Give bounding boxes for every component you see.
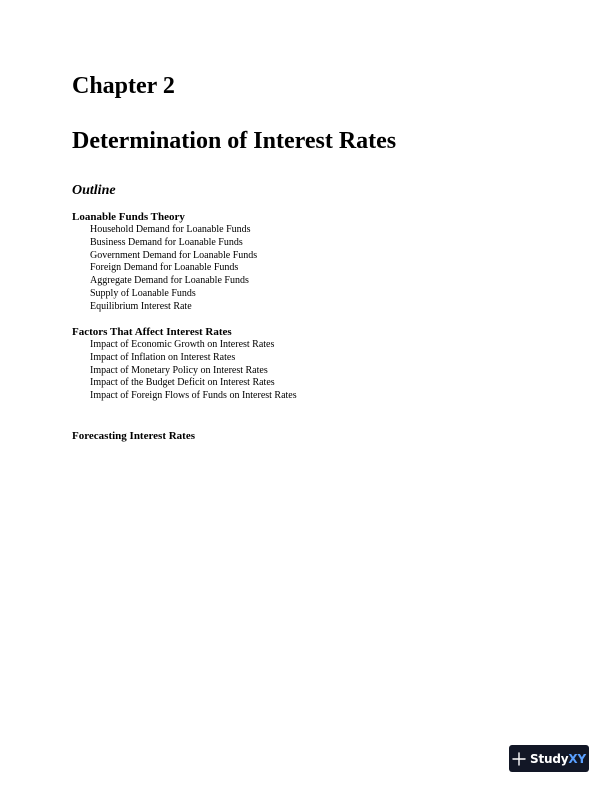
- outline-section-factors: [72, 326, 297, 403]
- topic-item: Supply of Loanable Funds: [90, 287, 196, 299]
- section-heading: Forecasting Interest Rates: [72, 430, 196, 442]
- topic-item: Equilibrium Interest Rate: [90, 300, 192, 312]
- topic-item: Foreign Demand for Loanable Funds: [90, 262, 239, 274]
- badge-text-accent: XY: [568, 751, 586, 766]
- topic-item: Impact of Economic Growth on Interest Rates: [90, 339, 275, 350]
- studyxy-badge[interactable]: [509, 745, 589, 772]
- topic-item: Impact of Foreign Flows of Funds on Interest Rates: [90, 390, 297, 402]
- topic-item: Household Demand for Loanable Funds: [90, 224, 251, 235]
- topic-item: Impact of Inflation on Interest Rates: [90, 351, 236, 363]
- chapter-heading: Chapter 2: [72, 73, 175, 99]
- topic-list: [72, 224, 257, 314]
- outline-label: Outline: [72, 183, 116, 198]
- topic-list: [72, 339, 297, 403]
- topic-item: Government Demand for Loanable Funds: [90, 249, 258, 261]
- topic-item: Impact of Monetary Policy on Interest Rates: [90, 364, 268, 376]
- section-heading: Loanable Funds Theory: [72, 211, 185, 223]
- topic-item: Business Demand for Loanable Funds: [90, 236, 243, 248]
- outline-section-forecasting: [72, 430, 195, 443]
- badge-text-main: Study: [530, 751, 569, 766]
- page-title: Determination of Interest Rates: [72, 128, 397, 154]
- outline-section-loanable-funds: [72, 211, 257, 314]
- section-heading: Factors That Affect Interest Rates: [72, 326, 232, 338]
- plus-icon: [512, 752, 526, 766]
- badge-logo-text: [530, 752, 586, 766]
- topic-item: Aggregate Demand for Loanable Funds: [90, 275, 249, 287]
- topic-item: Impact of the Budget Deficit on Interest Rates: [90, 377, 275, 389]
